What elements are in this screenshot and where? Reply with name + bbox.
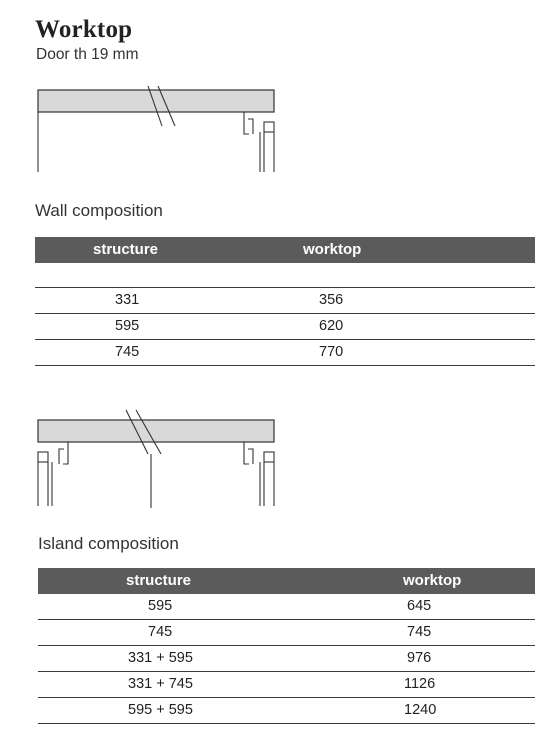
island-worktop-cell: 1240 (404, 702, 437, 718)
table-row (35, 314, 535, 340)
wall-worktop-cell: 770 (319, 344, 344, 360)
wall-structure-cell: 331 (115, 292, 140, 308)
table-row (35, 340, 535, 366)
island-worktop-cell: 745 (407, 624, 432, 640)
table-row (38, 620, 535, 646)
wall-structure-cell: 745 (115, 344, 140, 360)
island-structure-cell: 745 (148, 624, 173, 640)
island-col-worktop: worktop (403, 572, 462, 589)
table-row (38, 594, 535, 620)
island-composition-label: Island composition (38, 534, 179, 553)
table-row (38, 672, 535, 698)
island-structure-cell: 331 + 745 (128, 676, 193, 692)
island-structure-cell: 331 + 595 (128, 650, 193, 666)
island-worktop-cell: 976 (407, 650, 432, 666)
wall-worktop-cell: 620 (319, 318, 344, 334)
island-worktop-cell: 645 (407, 598, 432, 614)
page-title: Worktop (35, 16, 133, 43)
island-structure-cell: 595 (148, 598, 173, 614)
island-table-header (38, 568, 535, 594)
wall-structure-cell: 595 (115, 318, 140, 334)
island-col-structure: structure (126, 572, 192, 589)
island-worktop-cell: 1126 (404, 676, 436, 692)
wall-composition-label: Wall composition (35, 201, 163, 220)
wall-col-structure: structure (93, 241, 159, 258)
wall-table-header (35, 237, 535, 263)
table-row (35, 288, 535, 314)
table-row (38, 698, 535, 724)
table-row (38, 646, 535, 672)
island-worktop-diagram (30, 408, 290, 510)
wall-worktop-cell: 356 (319, 292, 344, 308)
page-subtitle: Door th 19 mm (36, 46, 139, 63)
wall-col-worktop: worktop (303, 241, 362, 258)
island-structure-cell: 595 + 595 (128, 702, 193, 718)
wall-worktop-diagram (30, 86, 290, 176)
